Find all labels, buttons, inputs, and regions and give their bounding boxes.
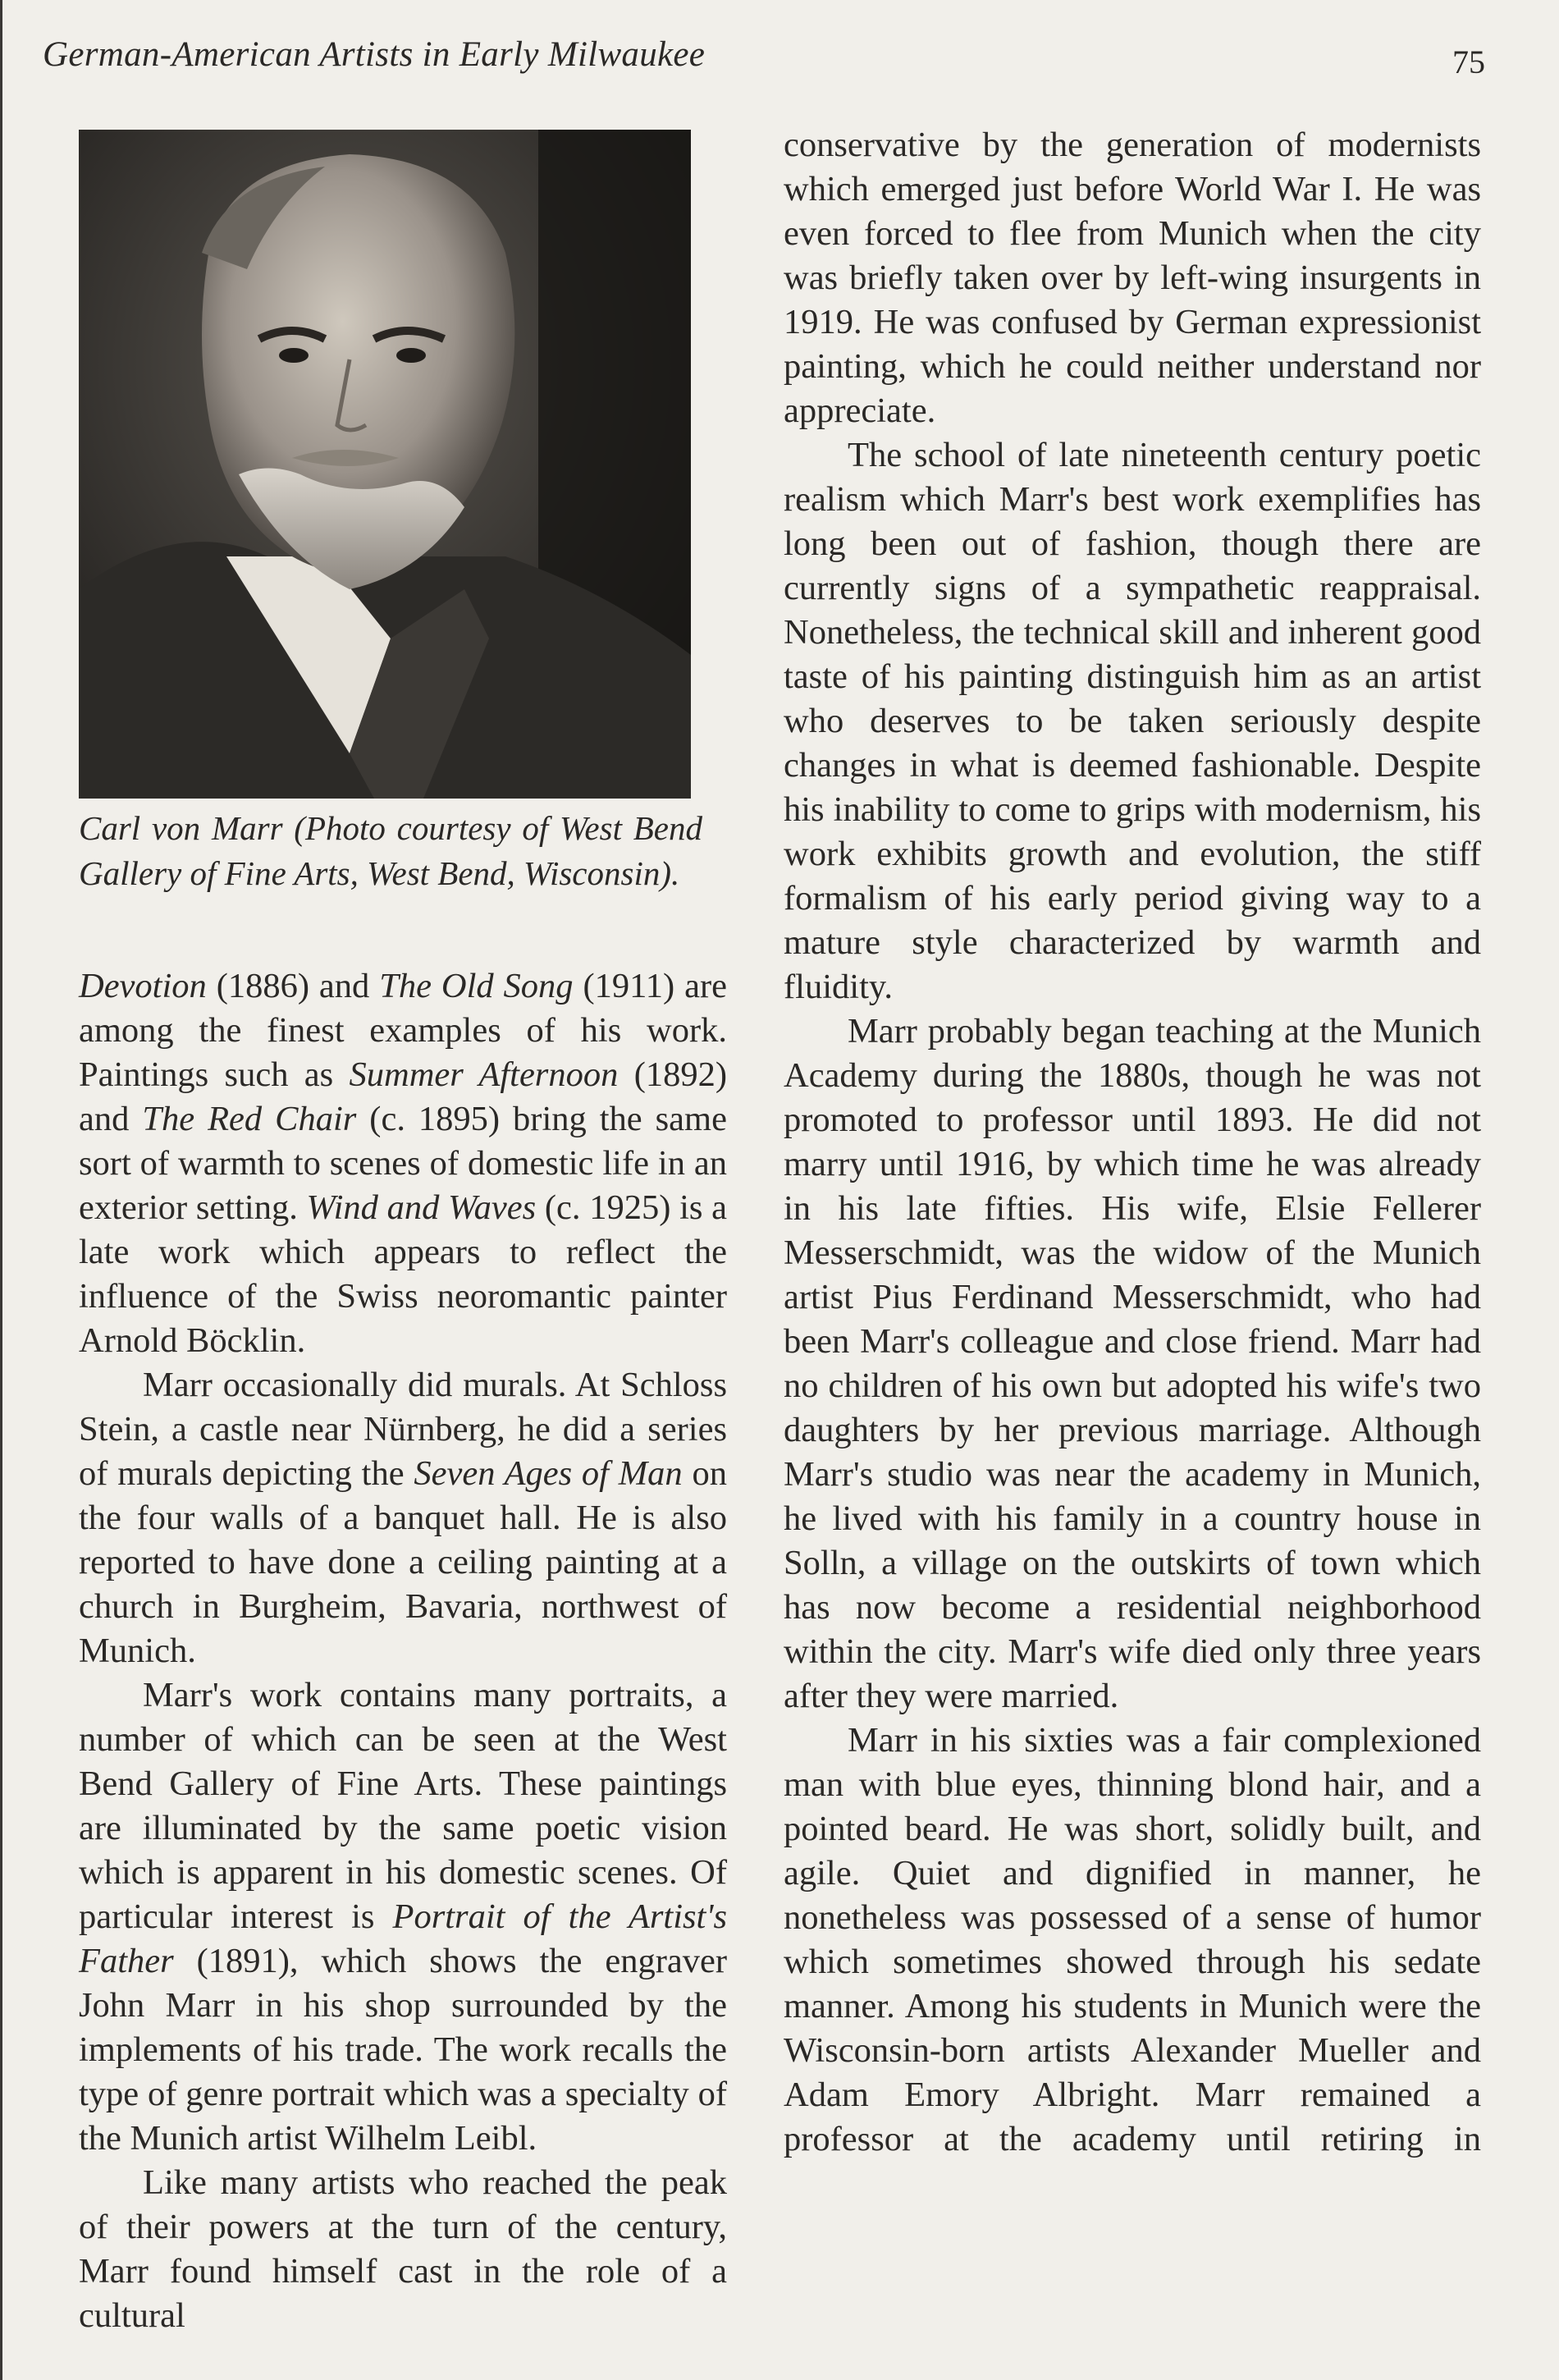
artwork-title: Summer Afternoon (349, 1055, 619, 1094)
left-column (79, 964, 727, 2338)
paragraph (79, 1363, 727, 1673)
paragraph (79, 964, 727, 1363)
text-run: (1911) are among the finest examples of his work. Paintings such as (79, 967, 728, 1094)
paragraph: Marr in his sixties was a fair complexioned man with blue eyes, thinning blond hair, and a pointed beard. He was short, solidly built, and agile. Quiet and dignified in manner, he nonetheless was possessed of a sense of humor which sometimes showed through his sedate manner. Among his students in Munich were the Wisconsin-born artists Alexander Mueller and Adam Emory Albright. Marr remained a professor at the academy until retiring in (784, 1721, 1481, 2158)
text-run: (1891), which shows the engraver John Marr in his shop surrounded by the implements of his trade. The work recalls the type of genre portrait which was a specialty of the Munich artist Wilhelm Leibl. (79, 1942, 727, 2158)
text-run: (1892) and (79, 1055, 727, 1138)
artwork-title: The Old Song (379, 967, 574, 1005)
text-run: (c. 1925) is a late work which appears to reflect the influence of the Swiss neoromantic painter Arnold Böcklin. (79, 1188, 727, 1360)
paragraph: The school of late nineteenth century poetic realism which Marr's best work exemplifies has long been out of fashion, though there are currently signs of a sympathetic reappraisal. Nonetheless, the technical skill and inherent good taste of his painting distinguish him as an artist who deserves to be taken seriously despite changes in what is deemed fashionable. Despite his inability to come to grips with modernism, his work exhibits growth and evolution, the stiff formalism of his early period giving way to a mature style characterized by warmth and fluidity. (784, 436, 1481, 1006)
right-column (784, 123, 1481, 2162)
running-title: German-American Artists in Early Milwaukee (43, 35, 706, 74)
artwork-title: The Red Chair (142, 1100, 357, 1138)
paragraph: Marr probably began teaching at the Munich Academy during the 1880s, though he was not promoted to professor until 1893. He did not marry until 1916, by which time he was already in his late fifties. His wife, Elsie Fellerer Messerschmidt, was the widow of the Munich artist Pius Ferdinand Messerschmidt, who had been Marr's colleague and close friend. Marr had no children of his own but adopted his wife's two daughters by her previous marriage. Although Marr's studio was near the academy in Munich, he lived with his family in a country house in Solln, a village on the outskirts of town which has now become a residential neighborhood within the city. Marr's wife died only three years after they were married. (784, 1012, 1481, 1715)
artwork-title: Portrait of the Artist's Father (79, 1897, 727, 1980)
text-run: Marr's work contains many portraits, a number of which can be seen at the West Bend Gallery of Fine Arts. These paintings are illuminated by the same poetic vision which is apparent in his domestic scenes. Of particular interest is (79, 1676, 727, 1936)
portrait-photo (79, 130, 691, 799)
text-run: (c. 1895) bring the same sort of warmth to scenes of domestic life in an exterior setting. (79, 1100, 727, 1227)
text-run: Marr occasionally did murals. At Schloss Stein, a castle near Nürnberg, he did a series of murals depicting the (79, 1366, 727, 1493)
text-run: on the four walls of a banquet hall. He is also reported to have done a ceiling painting at a church in Burgheim, Bavaria, northwest of Munich. (79, 1454, 727, 1670)
paragraph: Like many artists who reached the peak of their powers at the turn of the century, Marr found himself cast in the role of a cultural (79, 2163, 727, 2335)
page-edge (0, 0, 2, 2380)
portrait-image (79, 130, 691, 799)
text-run: (1886) and (206, 967, 380, 1005)
page-number: 75 (1452, 43, 1485, 80)
photo-caption: Carl von Marr (Photo courtesy of West Bend Gallery of Fine Arts, West Bend, Wisconsin). (79, 809, 702, 892)
artwork-title: Seven Ages of Man (414, 1454, 683, 1493)
paragraph: conservative by the generation of modernists which emerged just before World War I. He was even forced to flee from Munich when the city was briefly taken over by left-wing insurgents in 1919. He was confused by German expressionist painting, which he could neither understand nor appreciate. (784, 126, 1481, 430)
artwork-title: Wind and Waves (306, 1188, 537, 1227)
artwork-title: Devotion (79, 967, 207, 1005)
paragraph (79, 1673, 727, 2161)
